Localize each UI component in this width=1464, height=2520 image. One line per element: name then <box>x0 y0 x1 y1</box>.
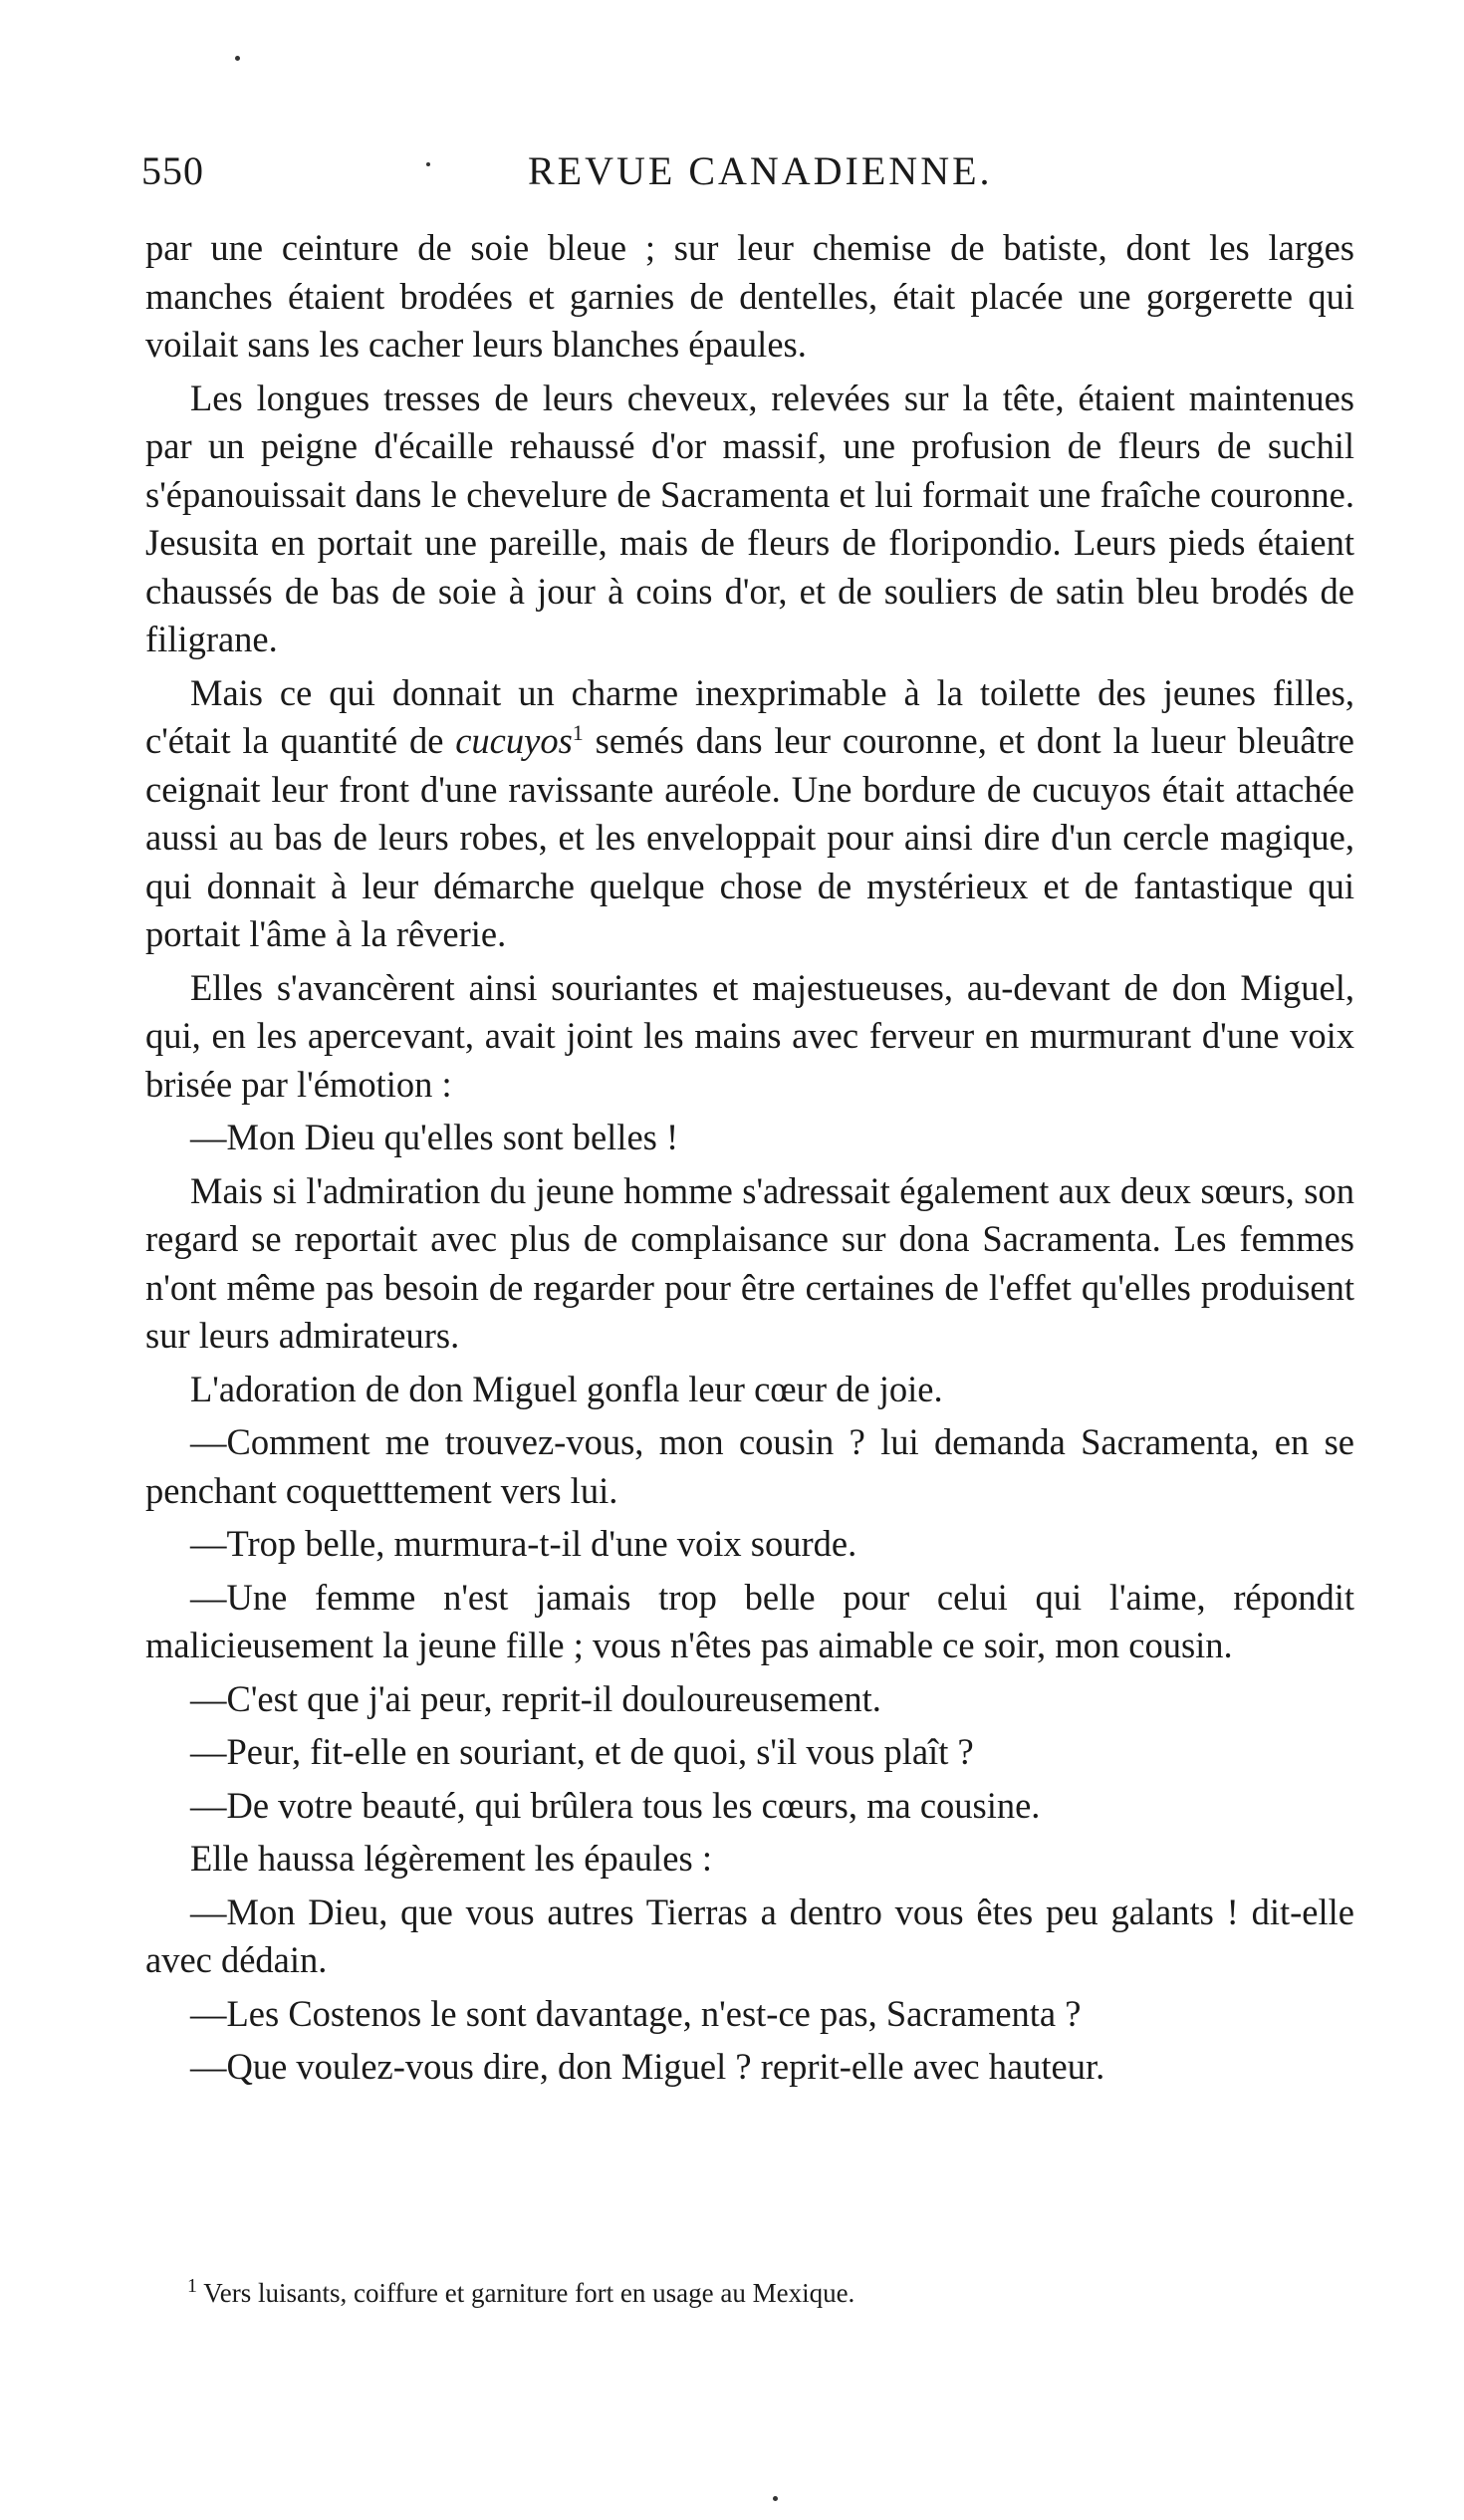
text-run: —Trop belle, murmura-t-il d'une voix sourde. <box>190 1523 857 1564</box>
body-text <box>145 224 1354 2097</box>
italic-term: cucuyos <box>455 720 573 761</box>
paragraph <box>145 1835 1354 1884</box>
paragraph <box>145 1366 1354 1414</box>
footnote <box>145 2275 1354 2311</box>
paragraph <box>145 964 1354 1110</box>
paragraph <box>145 1782 1354 1831</box>
page-header <box>141 141 1356 201</box>
print-speck <box>773 2496 778 2501</box>
paragraph <box>145 1418 1354 1515</box>
text-run: —Mon Dieu, que vous autres Tierras a dentro vous êtes peu galants ! dit-elle avec dédain. <box>145 1890 1354 1980</box>
paragraph <box>145 1990 1354 2039</box>
text-run: Elle haussa légèrement les épaules : <box>190 1838 712 1879</box>
text-run: —Les Costenos le sont davantage, n'est-ce pas, Sacramenta ? <box>190 1992 1082 2034</box>
text-run: —Mon Dieu qu'elles sont belles ! <box>190 1117 679 1157</box>
print-speck <box>426 162 430 166</box>
text-run: semés dans leur couronne, et dont la lueur bleuâtre ceignait leur front d'une ravissante auréole. Une bordure de cucuyos était attachée aussi au bas de leurs robes, et les enveloppait pour ainsi dire d'un cercle magique, qui donnait à leur démarche quelque chose de mystérieux et de fantastique qui portait l'âme à la rêverie. <box>145 720 1355 954</box>
text-run: —Une femme n'est jamais trop belle pour celui qui l'aime, répondit malicieusement la jeune fille ; vous n'êtes pas aimable ce soir, mon cousin. <box>145 1576 1354 1665</box>
paragraph <box>145 1520 1354 1569</box>
paragraph <box>145 1675 1354 1724</box>
page-number: 550 <box>141 148 204 193</box>
footnote-text: Vers luisants, coiffure et garniture fort en usage au Mexique. <box>203 2278 855 2308</box>
footnote-reference: 1 <box>572 719 584 745</box>
text-run: Mais si l'admiration du jeune homme s'adressait également aux deux sœurs, son regard se reportait avec plus de complaisance sur dona Sacramenta. Les femmes n'ont même pas besoin de regarder pour être certaines de l'effet qu'elles produisent sur leurs admirateurs. <box>145 1169 1354 1356</box>
text-run: —De votre beauté, qui brûlera tous les cœurs, ma cousine. <box>190 1784 1041 1826</box>
paragraph <box>145 669 1354 959</box>
paragraph <box>145 1167 1354 1361</box>
footnote-marker: 1 <box>187 2275 197 2297</box>
paragraph <box>145 375 1354 664</box>
text-run: par une ceinture de soie bleue ; sur leur chemise de batiste, dont les larges manches étaient brodées et garnies de dentelles, était placée une gorgerette qui voilait sans les cacher leurs blanches épaules. <box>145 227 1354 365</box>
text-run: —C'est que j'ai peur, reprit-il douloureusement. <box>190 1677 881 1719</box>
running-title: REVUE CANADIENNE. <box>528 148 993 193</box>
print-speck <box>235 56 240 61</box>
paragraph <box>145 224 1354 370</box>
text-run: L'adoration de don Miguel gonfla leur cœur de joie. <box>190 1368 943 1409</box>
text-run: —Comment me trouvez-vous, mon cousin ? lui demanda Sacramenta, en se penchant coquetttement vers lui. <box>145 1421 1354 1511</box>
paragraph <box>145 1728 1354 1777</box>
paragraph <box>145 1114 1354 1162</box>
paragraph <box>145 1574 1354 1670</box>
text-run: —Peur, fit-elle en souriant, et de quoi, s'il vous plaît ? <box>190 1731 974 1772</box>
paragraph <box>145 1889 1354 1985</box>
text-run: Mais ce qui donnait un charme inexprimable à la toilette des jeunes filles, c'était la quantité de <box>145 671 1354 761</box>
text-run: Elles s'avancèrent ainsi souriantes et majestueuses, au-devant de don Miguel, qui, en les apercevant, avait joint les mains avec ferveur en murmurant d'une voix brisée par l'émotion : <box>145 966 1354 1105</box>
text-run: —Que voulez-vous dire, don Miguel ? reprit-elle avec hauteur. <box>190 2046 1105 2087</box>
paragraph <box>145 2043 1354 2092</box>
footnotes <box>145 2275 1354 2311</box>
text-run: Les longues tresses de leurs cheveux, relevées sur la tête, étaient maintenues par un peigne d'écaille rehaussé d'or massif, une profusion de fleurs de suchil s'épanouissait dans le chevelure de Sacramenta et lui formait une fraîche couronne. Jesusita en portait une pareille, mais de fleurs de floripondio. Leurs pieds étaient chaussés de bas de soie à jour à coins d'or, et de souliers de satin bleu brodés de filigrane. <box>145 377 1354 659</box>
